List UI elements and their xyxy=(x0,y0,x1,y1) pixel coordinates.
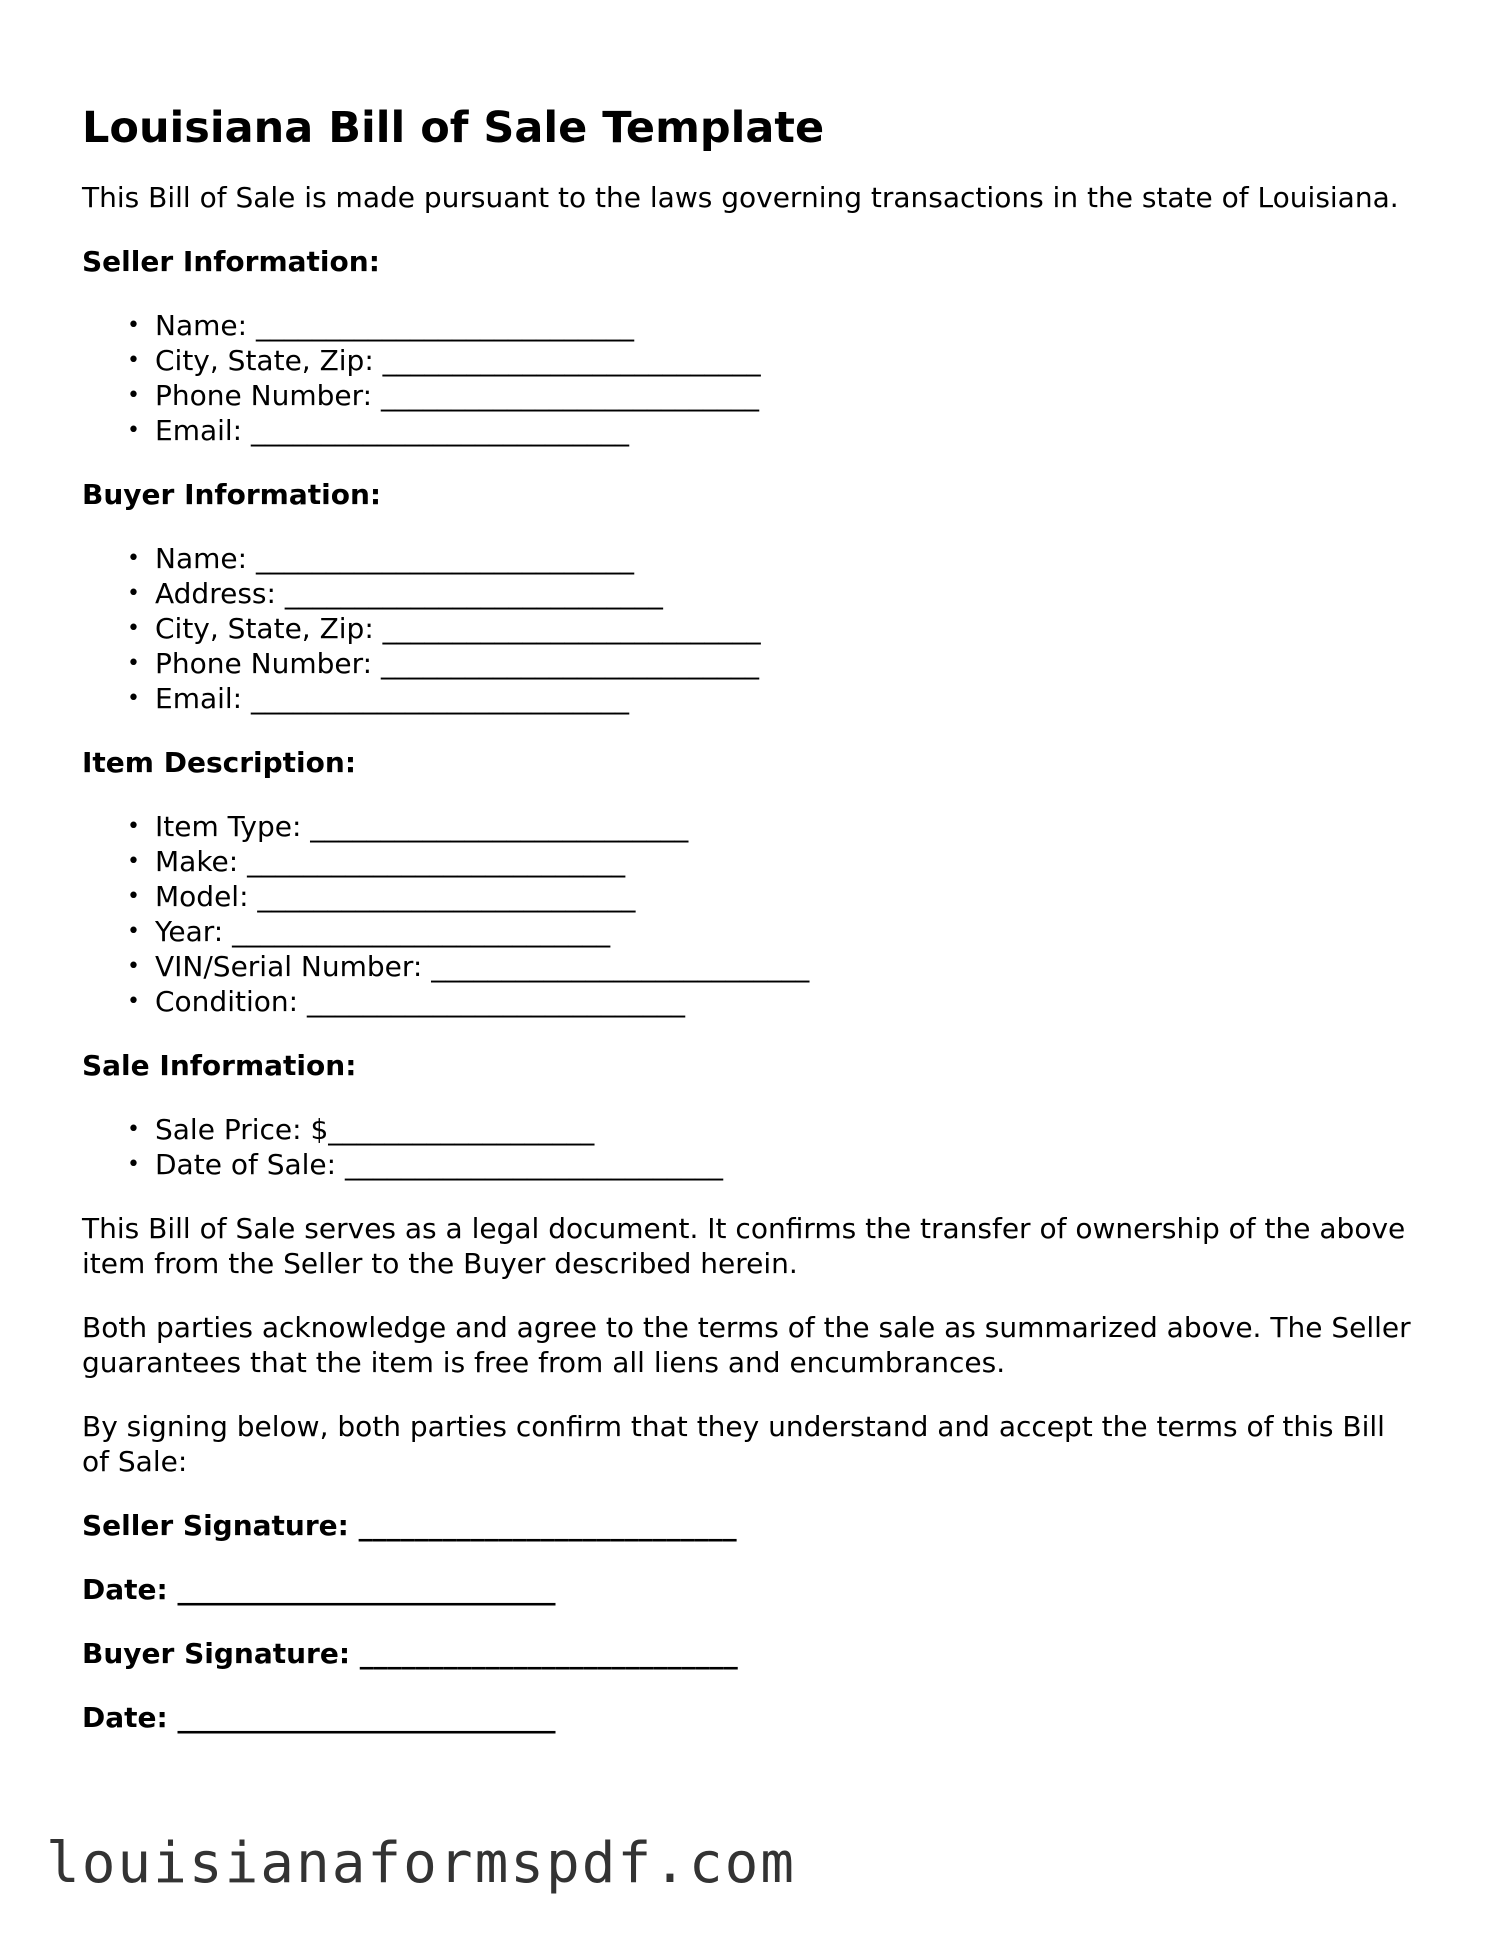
document-page xyxy=(82,100,1412,1764)
acknowledgement-paragraph: Both parties acknowledge and agree to the terms of the sale as summarized above. The Seller guarantees that the item is free from all liens and encumbrances. xyxy=(82,1311,1411,1379)
sale-info-list xyxy=(82,1112,1412,1182)
buyer-date-line: Date: ___________________________ xyxy=(82,1701,556,1734)
seller-city-state-zip-field: City, State, Zip: ___________________________ xyxy=(155,344,761,377)
list-item xyxy=(127,984,1412,1019)
site-watermark: louisianaformspdf.com xyxy=(46,1831,797,1896)
list-item xyxy=(127,541,1412,576)
list-item xyxy=(127,378,1412,413)
bullet-icon: • xyxy=(127,919,140,944)
list-item xyxy=(127,681,1412,716)
item-description-list xyxy=(82,809,1412,1019)
seller-signature-line: Seller Signature: ___________________________ xyxy=(82,1509,737,1542)
bullet-icon: • xyxy=(127,686,140,711)
list-item xyxy=(127,949,1412,984)
list-item xyxy=(127,809,1412,844)
item-model-field: Model: ___________________________ xyxy=(155,880,636,913)
item-vin-field: VIN/Serial Number: ___________________________ xyxy=(155,950,810,983)
buyer-city-state-zip-field: City, State, Zip: ___________________________ xyxy=(155,612,761,645)
buyer-info-list xyxy=(82,541,1412,716)
bullet-icon: • xyxy=(127,546,140,571)
buyer-email-field: Email: ___________________________ xyxy=(155,682,630,715)
buyer-phone-field: Phone Number: ___________________________ xyxy=(155,647,759,680)
bullet-icon: • xyxy=(127,348,140,373)
list-item xyxy=(127,413,1412,448)
buyer-info-heading: Buyer Information: xyxy=(82,478,382,511)
bullet-icon: • xyxy=(127,849,140,874)
sale-price-field: Sale Price: $___________________ xyxy=(155,1113,595,1146)
signing-paragraph: By signing below, both parties confirm that they understand and accept the terms of this Bill of Sale: xyxy=(82,1410,1385,1478)
buyer-signature-line: Buyer Signature: ___________________________ xyxy=(82,1637,738,1670)
list-item xyxy=(127,844,1412,879)
list-item xyxy=(127,646,1412,681)
list-item xyxy=(127,611,1412,646)
item-description-heading: Item Description: xyxy=(82,746,357,779)
list-item xyxy=(127,576,1412,611)
bullet-icon: • xyxy=(127,884,140,909)
bullet-icon: • xyxy=(127,1117,140,1142)
list-item xyxy=(127,308,1412,343)
item-condition-field: Condition: ___________________________ xyxy=(155,985,685,1018)
bullet-icon: • xyxy=(127,814,140,839)
bullet-icon: • xyxy=(127,651,140,676)
list-item xyxy=(127,343,1412,378)
bullet-icon: • xyxy=(127,418,140,443)
seller-info-heading: Seller Information: xyxy=(82,245,380,278)
list-item xyxy=(127,1147,1412,1182)
seller-email-field: Email: ___________________________ xyxy=(155,414,630,447)
seller-phone-field: Phone Number: ___________________________ xyxy=(155,379,759,412)
list-item xyxy=(127,879,1412,914)
sale-date-field: Date of Sale: ___________________________ xyxy=(155,1148,723,1181)
item-type-field: Item Type: ___________________________ xyxy=(155,810,689,843)
bullet-icon: • xyxy=(127,989,140,1014)
bullet-icon: • xyxy=(127,383,140,408)
legal-document-paragraph: This Bill of Sale serves as a legal document. It confirms the transfer of ownership of the above item from the Seller to the Buyer described herein. xyxy=(82,1212,1406,1280)
bullet-icon: • xyxy=(127,616,140,641)
bullet-icon: • xyxy=(127,954,140,979)
seller-date-line: Date: ___________________________ xyxy=(82,1573,556,1606)
bullet-icon: • xyxy=(127,581,140,606)
list-item xyxy=(127,914,1412,949)
seller-name-field: Name: ___________________________ xyxy=(155,309,634,342)
intro-paragraph: This Bill of Sale is made pursuant to the laws governing transactions in the state of Louisiana. xyxy=(82,181,1399,214)
buyer-address-field: Address: ___________________________ xyxy=(155,577,663,610)
bullet-icon: • xyxy=(127,313,140,338)
sale-info-heading: Sale Information: xyxy=(82,1049,357,1082)
list-item xyxy=(127,1112,1412,1147)
item-make-field: Make: ___________________________ xyxy=(155,845,626,878)
document-title: Louisiana Bill of Sale Template xyxy=(82,103,825,153)
bullet-icon: • xyxy=(127,1152,140,1177)
seller-info-list xyxy=(82,308,1412,448)
item-year-field: Year: ___________________________ xyxy=(155,915,611,948)
buyer-name-field: Name: ___________________________ xyxy=(155,542,634,575)
